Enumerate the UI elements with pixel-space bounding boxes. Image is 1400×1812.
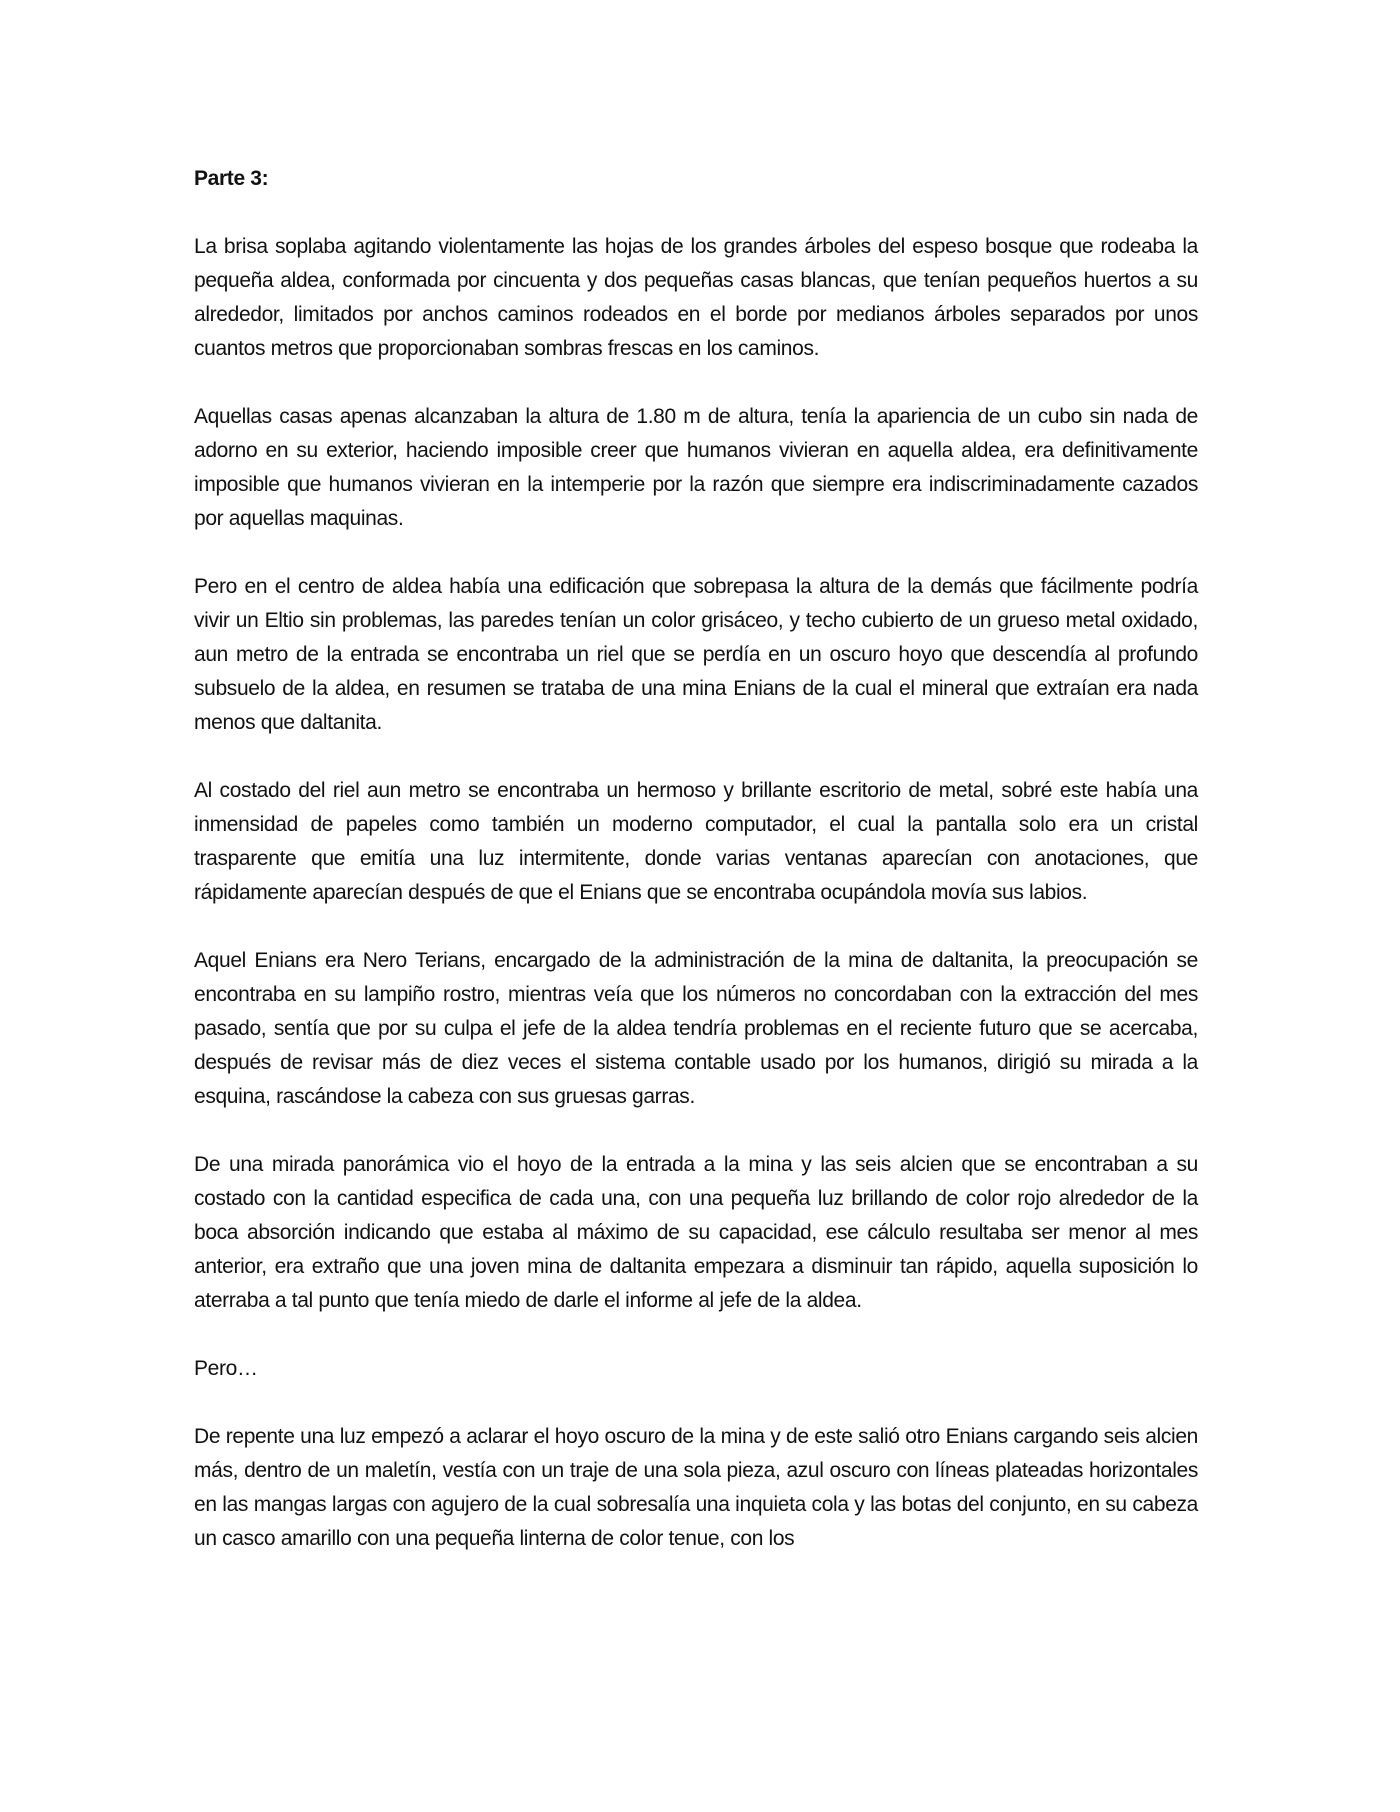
section-heading: Parte 3: bbox=[194, 167, 269, 190]
paragraph-1: La brisa soplaba agitando violentamente las hojas de los grandes árboles del espeso bosque que rodeaba la pequeña aldea, conformada por cincuenta y dos pequeñas casas blancas, que tenían pequeños huertos a su alrededor, limitados por anchos caminos rodeados en el borde por medianos árboles separados por unos cuantos metros que proporcionaban sombras frescas en los caminos. bbox=[194, 235, 1198, 360]
paragraph-6: De una mirada panorámica vio el hoyo de la entrada a la mina y las seis alcien que se encontraban a su costado con la cantidad especifica de cada una, con una pequeña luz brillando de color rojo alrededor de la boca absorción indicando que estaba al máximo de su capacidad, ese cálculo resultaba ser menor al mes anterior, era extraño que una joven mina de daltanita empezara a disminuir tan rápido, aquella suposición lo aterraba a tal punto que tenía miedo de darle el informe al jefe de la aldea. bbox=[194, 1153, 1198, 1312]
paragraph-4: Al costado del riel aun metro se encontraba un hermoso y brillante escritorio de metal, sobré este había una inmensidad de papeles como también un moderno computador, el cual la pantalla solo era un cristal trasparente que emitía una luz intermitente, donde varias ventanas aparecían con anotaciones, que rápidamente aparecían después de que el Enians que se encontraba ocupándola movía sus labios. bbox=[194, 779, 1198, 904]
paragraph-7: Pero… bbox=[194, 1357, 258, 1380]
paragraph-3: Pero en el centro de aldea había una edificación que sobrepasa la altura de la demás que fácilmente podría vivir un Eltio sin problemas, las paredes tenían un color grisáceo, y techo cubierto de un grueso metal oxidado, aun metro de la entrada se encontraba un riel que se perdía en un oscuro hoyo que descendía al profundo subsuelo de la aldea, en resumen se trataba de una mina Enians de la cual el mineral que extraían era nada menos que daltanita. bbox=[194, 575, 1198, 734]
paragraph-2: Aquellas casas apenas alcanzaban la altura de 1.80 m de altura, tenía la apariencia de un cubo sin nada de adorno en su exterior, haciendo imposible creer que humanos vivieran en aquella aldea, era definitivamente imposible que humanos vivieran en la intemperie por la razón que siempre era indiscriminadamente cazados por aquellas maquinas. bbox=[194, 405, 1198, 530]
document-page bbox=[194, 162, 1198, 1556]
paragraph-8: De repente una luz empezó a aclarar el hoyo oscuro de la mina y de este salió otro Enians cargando seis alcien más, dentro de un maletín, vestía con un traje de una sola pieza, azul oscuro con líneas plateadas horizontales en las mangas largas con agujero de la cual sobresalía una inquieta cola y las botas del conjunto, en su cabeza un casco amarillo con una pequeña linterna de color tenue, con los bbox=[194, 1425, 1198, 1550]
paragraph-5: Aquel Enians era Nero Terians, encargado de la administración de la mina de daltanita, la preocupación se encontraba en su lampiño rostro, mientras veía que los números no concordaban con la extracción del mes pasado, sentía que por su culpa el jefe de la aldea tendría problemas en el reciente futuro que se acercaba, después de revisar más de diez veces el sistema contable usado por los humanos, dirigió su mirada a la esquina, rascándose la cabeza con sus gruesas garras. bbox=[194, 949, 1198, 1108]
